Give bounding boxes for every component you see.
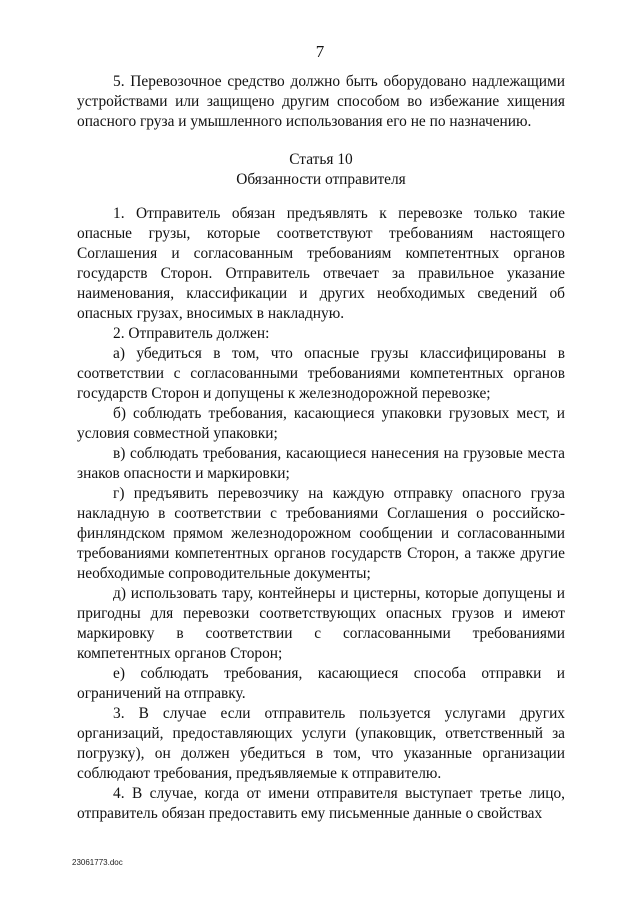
paragraph-2e: д) использовать тару, контейнеры и цистерны, которые допущены и пригодны для перевозки соответствующих опасных грузов и имеют маркировку в соответствии с согласованными требованиями компетентных органов Сторон; xyxy=(77,585,565,662)
paragraph-2: 2. Отправитель должен: xyxy=(113,325,270,342)
page-number: 7 xyxy=(315,42,325,61)
document-body xyxy=(77,72,565,824)
paragraph-2b: б) соблюдать требования, касающиеся упаковки грузовых мест, и условия совместной упаковки; xyxy=(77,405,565,442)
paragraph-2d: г) предъявить перевозчику на каждую отправку опасного груза накладную в соответствии с требованиями Соглашения о российско-финляндском прямом железнодорожном сообщении и согласованными требованиями компетентных органов государств Сторон, а также другие необходимые сопроводительные документы; xyxy=(77,485,565,582)
paragraph-5: 5. Перевозочное средство должно быть оборудовано надлежащими устройствами или защищено другим способом во избежание хищения опасного груза и умышленного использования его не по назначению. xyxy=(77,73,565,130)
paragraph-1: 1. Отправитель обязан предъявлять к перевозке только такие опасные грузы, которые соответствуют требованиям настоящего Соглашения и согласованным требованиям компетентных органов государств Сторон. Отправитель отвечает за правильное указание наименования, классификации и других необходимых сведений об опасных грузах, вносимых в накладную. xyxy=(77,205,565,322)
paragraph-2a: а) убедиться в том, что опасные грузы классифицированы в соответствии с согласованными требованиями компетентных органов государств Сторон и допущены к железнодорожной перевозке; xyxy=(77,345,565,402)
paragraph-2f: е) соблюдать требования, касающиеся способа отправки и ограничений на отправку. xyxy=(77,665,565,702)
paragraph-3: 3. В случае если отправитель пользуется услугами других организаций, предоставляющих услуги (упаковщик, ответственный за погрузку), он должен убедиться в том, что указанные организации соблюдают требования, предъявляемые к отправителю. xyxy=(77,705,565,782)
article-title: Обязанности отправителя xyxy=(236,171,406,188)
paragraph-4: 4. В случае, когда от имени отправителя выступает третье лицо, отправитель обязан предоставить ему письменные данные о свойствах xyxy=(77,785,565,822)
article-heading xyxy=(77,150,565,190)
paragraph-2c: в) соблюдать требования, касающиеся нанесения на грузовые места знаков опасности и маркировки; xyxy=(77,445,565,482)
footer-filename: 23061773.doc xyxy=(72,858,123,867)
article-number: Статья 10 xyxy=(289,151,353,168)
